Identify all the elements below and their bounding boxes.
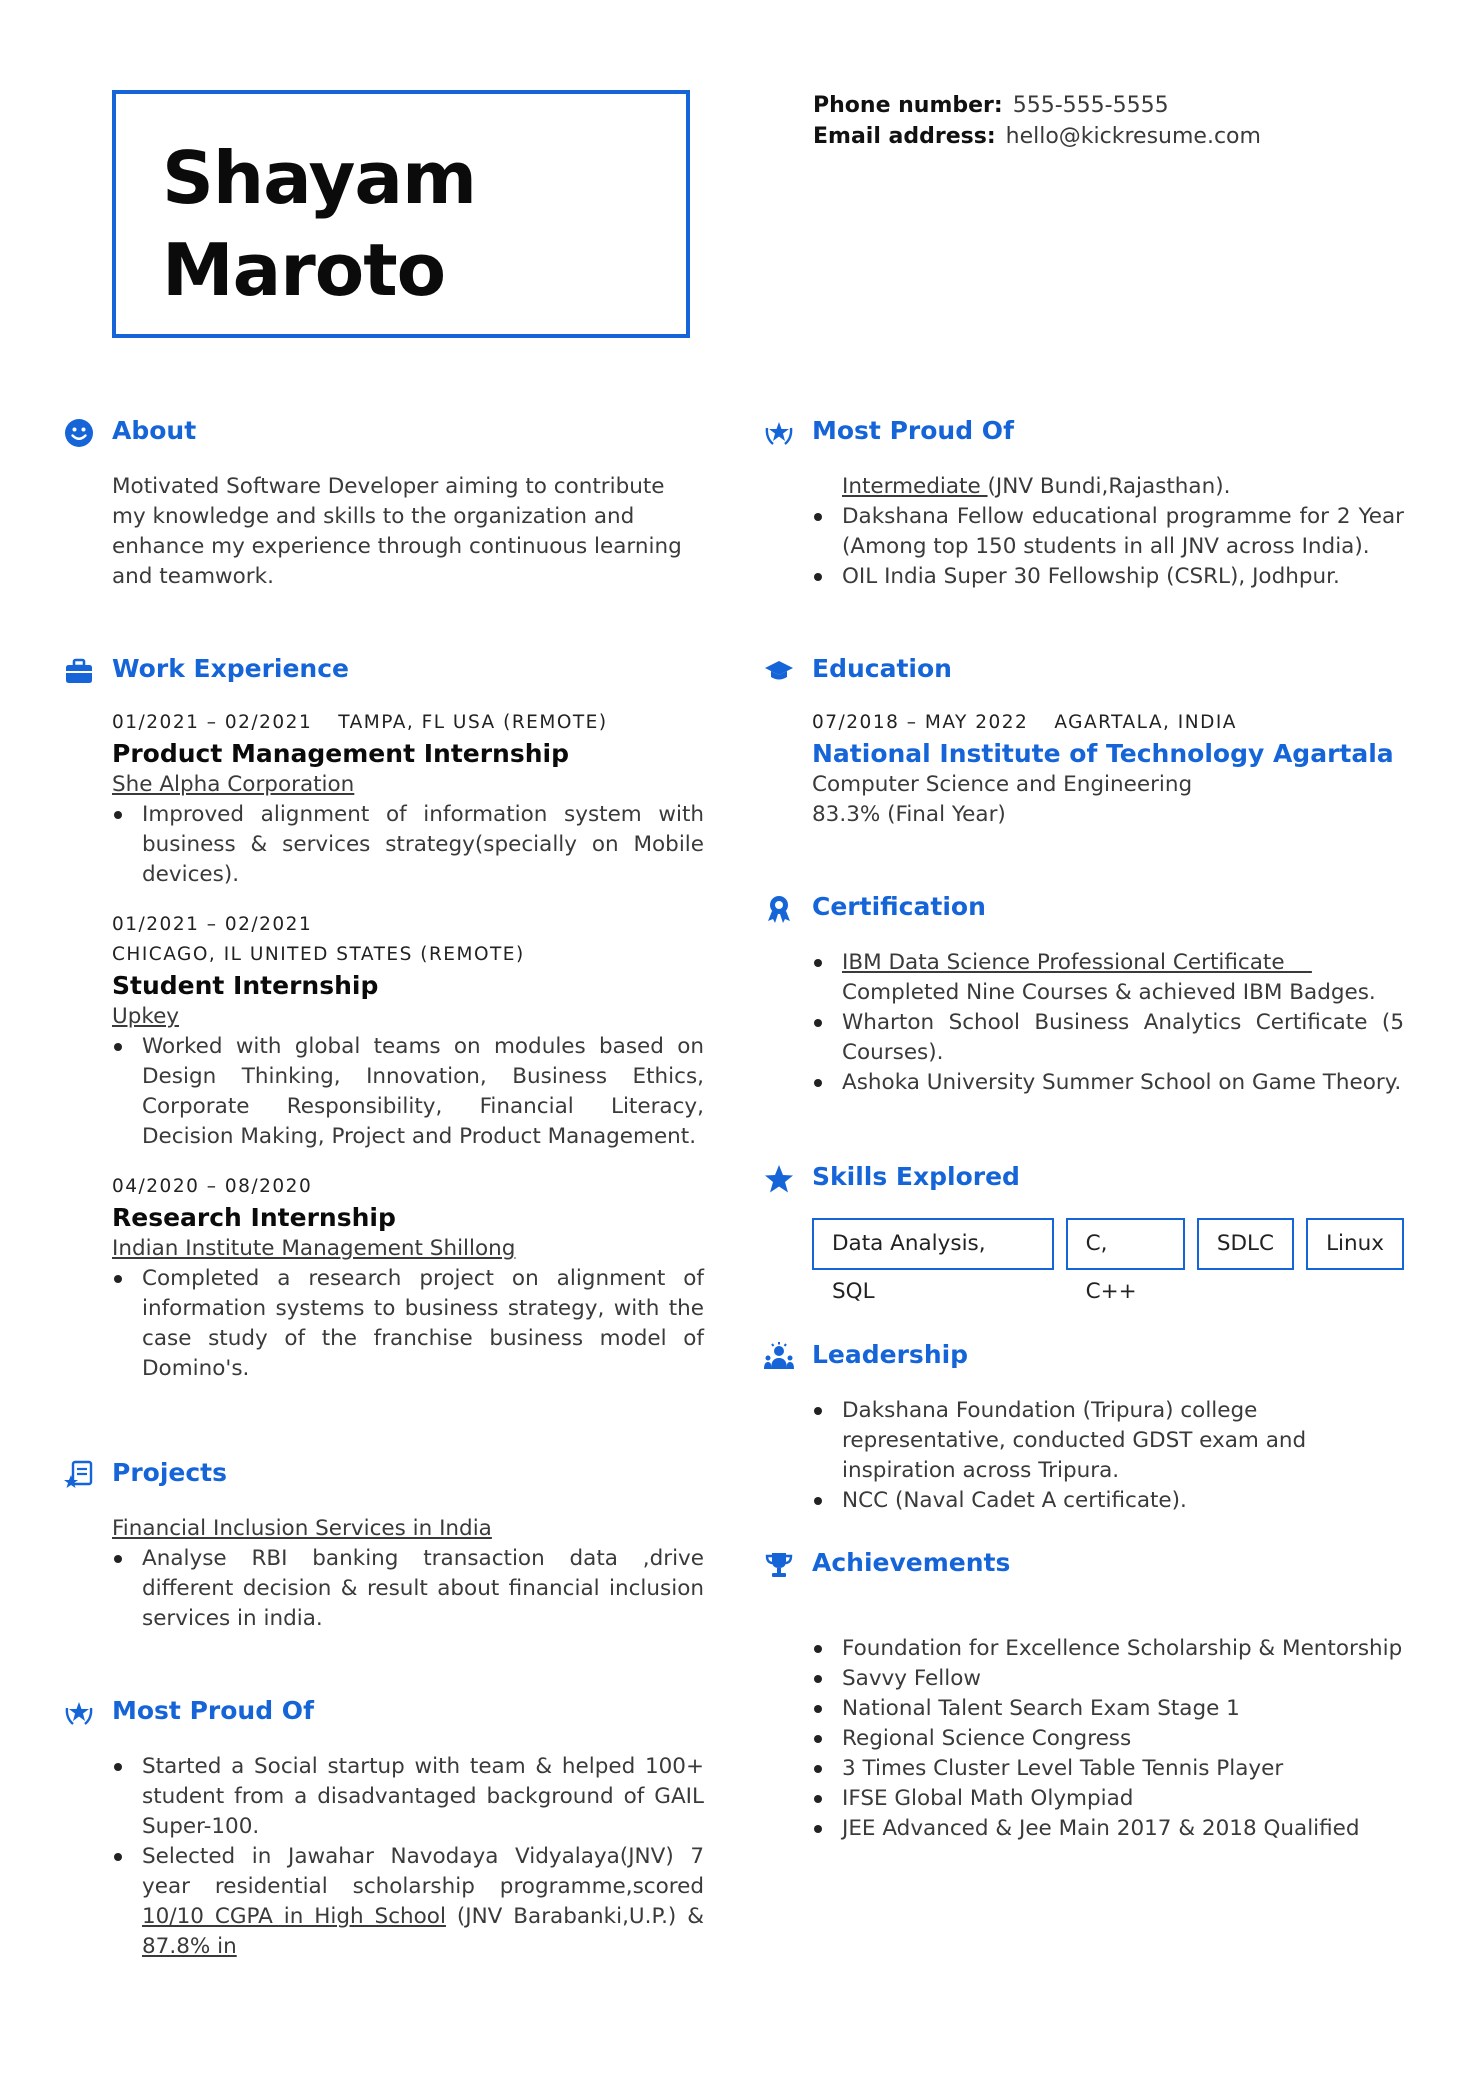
proud-continuation: Intermediate (JNV Bundi,Rajasthan). [842,474,1231,499]
edu-school: National Institute of Technology Agartala [812,739,1394,768]
phone-value[interactable]: 555-555-5555 [1012,93,1169,118]
proud-bullet: Selected in Jawahar Navodaya Vidyalaya(JNV) 7 year residential scholarship programme,scored 10/10 CGPA in High School (JNV Barabanki,U.P.) & 87.8% in [112,1842,704,1962]
job-bullet: Improved alignment of information system with business & services strategy(specially on Mobile devices). [112,800,704,890]
achievement-item: Savvy Fellow [812,1664,1404,1694]
about-text: Motivated Software Developer aiming to contribute my knowledge and skills to the organization and enhance my experience through continuous learning and teamwork. [112,474,682,589]
edu-dates: 07/2018 – MAY 2022 [812,712,1029,733]
graduation-cap-icon [764,656,794,686]
contact-block [813,90,1261,152]
leadership-title: Leadership [812,1340,969,1369]
job-item [112,1172,704,1384]
proud-section-right [764,414,1404,592]
laurel-star-icon [764,418,794,448]
job-title: Product Management Internship [112,739,569,768]
certification-title: Certification [812,892,986,921]
job-location: CHICAGO, IL UNITED STATES (REMOTE) [112,944,525,965]
laurel-star-icon [64,1698,94,1728]
achievement-item: JEE Advanced & Jee Main 2017 & 2018 Qualified [812,1814,1404,1844]
job-company[interactable]: Indian Institute Management Shillong [112,1236,516,1261]
achievement-item: Regional Science Congress [812,1724,1404,1754]
star-icon [764,1164,794,1194]
cert-link[interactable]: IBM Data Science Professional Certificate [842,950,1312,975]
education-title: Education [812,654,952,683]
award-ribbon-icon [764,894,794,924]
cert-bullet: Wharton School Business Analytics Certificate (5 Courses). [812,1008,1404,1068]
proud-right-title: Most Proud Of [812,416,1014,445]
job-title: Research Internship [112,1203,396,1232]
leadership-bullet: Dakshana Foundation (Tripura) college representative, conducted GDST exam and inspiration across Tripura. [812,1396,1404,1486]
edu-location: AGARTALA, INDIA [1054,712,1237,733]
cert-bullet: IBM Data Science Professional Certificate Completed Nine Courses & achieved IBM Badges. [812,948,1404,1008]
achievement-item: National Talent Search Exam Stage 1 [812,1694,1404,1724]
about-title: About [112,416,197,445]
proud-left-title: Most Proud Of [112,1696,314,1725]
email-row [813,121,1261,152]
phone-row [813,90,1261,121]
project-bullet: Analyse RBI banking transaction data ,drive different decision & result about financial inclusion services in india. [112,1544,704,1634]
work-section [64,652,704,1384]
achievement-item: IFSE Global Math Olympiad [812,1784,1404,1814]
job-dates: 01/2021 – 02/2021 [112,712,313,733]
proud-bullet: OIL India Super 30 Fellowship (CSRL), Jodhpur. [812,562,1404,592]
proud-bullet: Started a Social startup with team & helped 100+ student from a disadvantaged background of GAIL Super-100. [112,1752,704,1842]
edu-degree: Computer Science and Engineering [812,772,1193,797]
leadership-bullet: NCC (Naval Cadet A certificate). [812,1486,1404,1516]
skills-list [812,1218,1404,1304]
achievements-section [764,1546,1404,1844]
skill-chip: SDLC [1197,1218,1294,1270]
job-item [112,708,704,890]
name-box [112,90,690,338]
edu-score: 83.3% (Final Year) [812,802,1006,827]
job-bullet: Completed a research project on alignment of information systems to business strategy, with the case study of the franchise business model of Domino's. [112,1264,704,1384]
trophy-icon [764,1550,794,1580]
projects-title: Projects [112,1458,228,1487]
job-dates: 04/2020 – 08/2020 [112,1176,313,1197]
briefcase-icon [64,656,94,686]
last-name: Maroto [162,228,446,312]
email-value[interactable]: hello@kickresume.com [1005,124,1261,149]
education-section [764,652,1404,830]
email-label: Email address: [813,124,996,149]
job-dates: 01/2021 – 02/2021 [112,914,313,935]
projects-section [64,1456,704,1634]
achievement-item: Foundation for Excellence Scholarship & Mentorship [812,1634,1404,1664]
skill-chip: Data Analysis, SQL [812,1218,1054,1270]
cert-bullet: Ashoka University Summer School on Game Theory. [812,1068,1404,1098]
job-location: TAMPA, FL USA (REMOTE) [338,712,608,733]
proud-link[interactable]: 10/10 CGPA in High School [142,1904,446,1929]
project-name[interactable]: Financial Inclusion Services in India [112,1516,492,1541]
phone-label: Phone number: [813,93,1003,118]
leader-icon [764,1342,794,1372]
certification-section [764,890,1404,1098]
proud-link[interactable]: 87.8% in [142,1934,237,1959]
proud-bullet: Dakshana Fellow educational programme for 2 Year (Among top 150 students in all JNV across India). [812,502,1404,562]
job-item [112,910,704,1152]
job-bullet: Worked with global teams on modules based on Design Thinking, Innovation, Business Ethics, Corporate Responsibility, Financial Literacy, Decision Making, Project and Product Management. [112,1032,704,1152]
skill-chip: Linux [1306,1218,1404,1270]
achievement-item: 3 Times Cluster Level Table Tennis Player [812,1754,1404,1784]
job-title: Student Internship [112,971,379,1000]
first-name: Shayam [162,136,477,220]
leadership-section [764,1338,1404,1516]
about-section [64,414,704,592]
smiley-icon [64,418,94,448]
proud-section-left [64,1694,704,1962]
project-star-icon [64,1460,94,1490]
job-company[interactable]: She Alpha Corporation [112,772,355,797]
job-company[interactable]: Upkey [112,1004,180,1029]
skills-section [764,1160,1404,1304]
proud-link[interactable]: Intermediate [842,474,988,499]
skill-chip: C, C++ [1066,1218,1185,1270]
achievements-title: Achievements [812,1548,1011,1577]
work-title: Work Experience [112,654,349,683]
skills-title: Skills Explored [812,1162,1020,1191]
